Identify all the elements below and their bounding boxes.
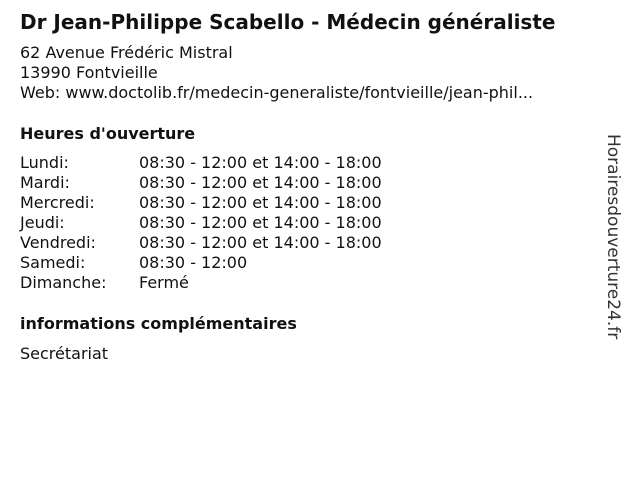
hours-row-saturday xyxy=(20,253,382,273)
day-label: Dimanche: xyxy=(20,273,107,292)
day-label: Jeudi: xyxy=(20,213,65,232)
hours-row-monday xyxy=(20,153,382,173)
day-label: Lundi: xyxy=(20,153,69,172)
opening-hours-heading: Heures d'ouverture xyxy=(20,124,196,143)
day-label: Mardi: xyxy=(20,173,70,192)
day-label: Mercredi: xyxy=(20,193,95,212)
time-value: Fermé xyxy=(139,273,189,292)
time-value: 08:30 - 12:00 et 14:00 - 18:00 xyxy=(139,153,382,172)
time-value: 08:30 - 12:00 et 14:00 - 18:00 xyxy=(139,173,382,192)
city-address: 13990 Fontvieille xyxy=(20,63,158,82)
website-line: Web: www.doctolib.fr/medecin-generaliste/fontvieille/jean-phil... xyxy=(20,83,534,102)
site-watermark: Horairesdouverture24.fr xyxy=(603,134,623,340)
additional-info-text: Secrétariat xyxy=(20,344,109,363)
hours-row-tuesday xyxy=(20,173,382,193)
hours-row-sunday xyxy=(20,273,382,293)
time-value: 08:30 - 12:00 xyxy=(139,253,248,272)
additional-info-heading: informations complémentaires xyxy=(20,314,297,333)
street-address: 62 Avenue Frédéric Mistral xyxy=(20,43,233,62)
hours-row-wednesday xyxy=(20,193,382,213)
time-value: 08:30 - 12:00 et 14:00 - 18:00 xyxy=(139,233,382,252)
day-label: Samedi: xyxy=(20,253,86,272)
hours-row-friday xyxy=(20,233,382,253)
time-value: 08:30 - 12:00 et 14:00 - 18:00 xyxy=(139,193,382,212)
address-block xyxy=(20,43,533,103)
time-value: 08:30 - 12:00 et 14:00 - 18:00 xyxy=(139,213,382,232)
opening-hours-table xyxy=(20,153,382,293)
hours-row-thursday xyxy=(20,213,382,233)
page-title: Dr Jean-Philippe Scabello - Médecin généraliste xyxy=(20,10,556,34)
day-label: Vendredi: xyxy=(20,233,96,252)
